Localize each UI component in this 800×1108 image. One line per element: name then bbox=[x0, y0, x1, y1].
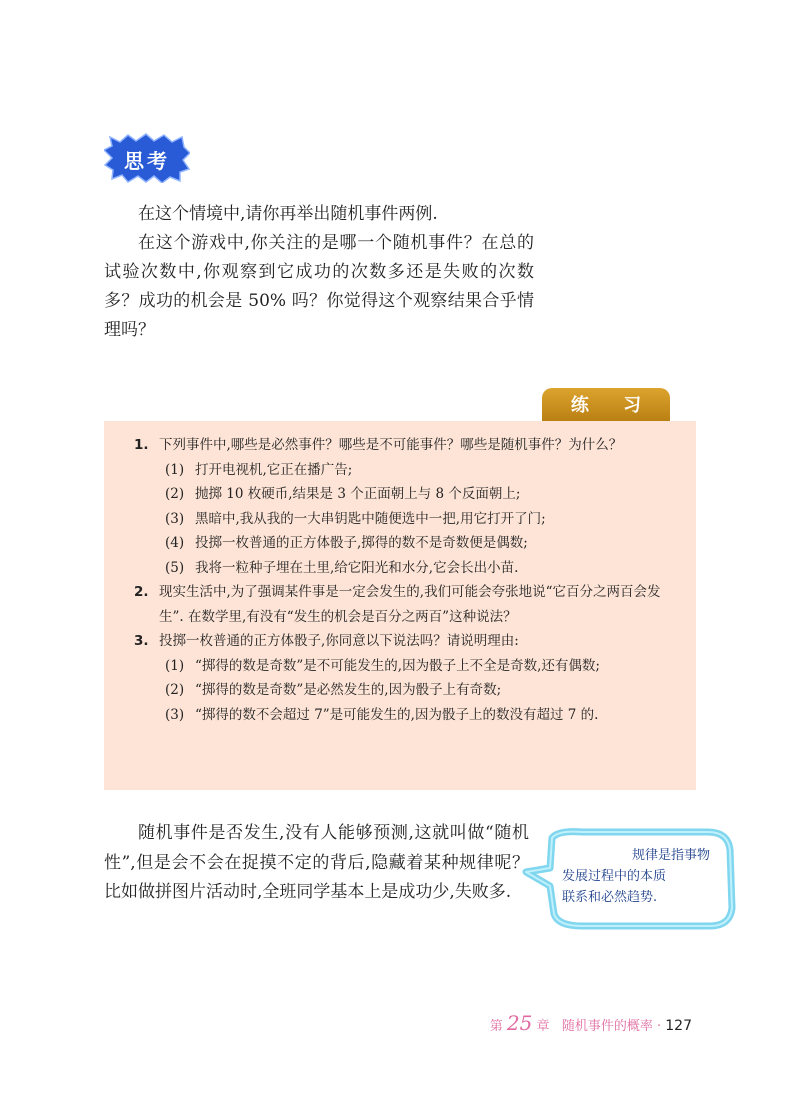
sub-question-list bbox=[159, 654, 666, 728]
think-paragraph: 在这个情境中,请你再举出随机事件两例. bbox=[138, 204, 438, 224]
exercise-item bbox=[104, 433, 696, 580]
sub-question: (3) “掷得的数不会超过 7”是可能发生的,因为骰子上的数没有超过 7 的. bbox=[165, 706, 599, 723]
page-footer bbox=[490, 1011, 692, 1035]
note-bubble bbox=[522, 828, 736, 932]
exercise-number: 1. bbox=[134, 437, 149, 453]
exercise-item bbox=[104, 580, 696, 629]
exercise-text: 投掷一枚普通的正方体骰子,你同意以下说法吗？请说明理由: bbox=[159, 633, 519, 649]
sub-question-list bbox=[159, 458, 666, 581]
exercise-number: 3. bbox=[134, 633, 149, 649]
exercise-number: 2. bbox=[134, 584, 149, 600]
practice-title: 练 习 bbox=[570, 395, 656, 416]
think-badge-label: 思考 bbox=[124, 149, 170, 173]
chapter-number: 25 bbox=[506, 1011, 533, 1035]
chapter-title: 随机事件的概率 · bbox=[561, 1019, 662, 1034]
note-text bbox=[562, 845, 710, 908]
exercise-text: 现实生活中,为了强调某件事是一定会发生的,我们可能会夸张地说“它百分之两百会发生”. 在数学里,有没有“发生的机会是百分之两百”这种说法？ bbox=[159, 584, 661, 625]
note-line: 联系和必然趋势. bbox=[562, 890, 658, 905]
think-section bbox=[104, 200, 534, 345]
think-badge bbox=[104, 133, 190, 183]
exercise-list bbox=[104, 421, 696, 727]
sub-question: (4) 投掷一枚普通的正方体骰子,掷得的数不是奇数便是偶数; bbox=[165, 535, 528, 551]
sub-question: (5) 我将一粒种子埋在土里,给它阳光和水分,它会长出小苗. bbox=[165, 559, 519, 576]
note-line: 规律是指事物 bbox=[631, 848, 710, 863]
chapter-prefix: 第 bbox=[489, 1019, 503, 1034]
sub-question: (3) 黑暗中,我从我的一大串钥匙中随便选中一把,用它打开了门; bbox=[165, 510, 546, 527]
body-paragraph: 随机事件是否发生,没有人能够预测,这就叫做“随机性”,但是会不会在捉摸不定的背后,隐藏着某种规律呢？比如做拼图片活动时,全班同学基本上是成功少,失败多. bbox=[104, 823, 529, 902]
practice-box bbox=[104, 421, 696, 790]
page-number: 127 bbox=[665, 1018, 692, 1034]
sub-question: (2) “掷得的数是奇数”是必然发生的,因为骰子上有奇数; bbox=[165, 682, 502, 698]
exercise-item bbox=[104, 629, 696, 727]
note-line: 发展过程中的本质 bbox=[562, 869, 667, 884]
think-paragraph: 在这个游戏中,你关注的是哪一个随机事件？在总的试验次数中,你观察到它成功的次数多还是失败的次数多？成功的机会是 50% 吗？你觉得这个观察结果合乎情理吗？ bbox=[104, 233, 534, 340]
sub-question: (1) “掷得的数是奇数”是不可能发生的,因为骰子上不全是奇数,还有偶数; bbox=[165, 657, 600, 674]
sub-question: (1) 打开电视机,它正在播广告; bbox=[165, 461, 353, 478]
practice-tab bbox=[542, 388, 670, 422]
chapter-suffix: 章 bbox=[536, 1019, 550, 1034]
sub-question: (2) 抛掷 10 枚硬币,结果是 3 个正面朝上与 8 个反面朝上; bbox=[165, 486, 521, 502]
exercise-text: 下列事件中,哪些是必然事件？哪些是不可能事件？哪些是随机事件？为什么？ bbox=[159, 437, 623, 453]
body-section bbox=[104, 819, 529, 908]
